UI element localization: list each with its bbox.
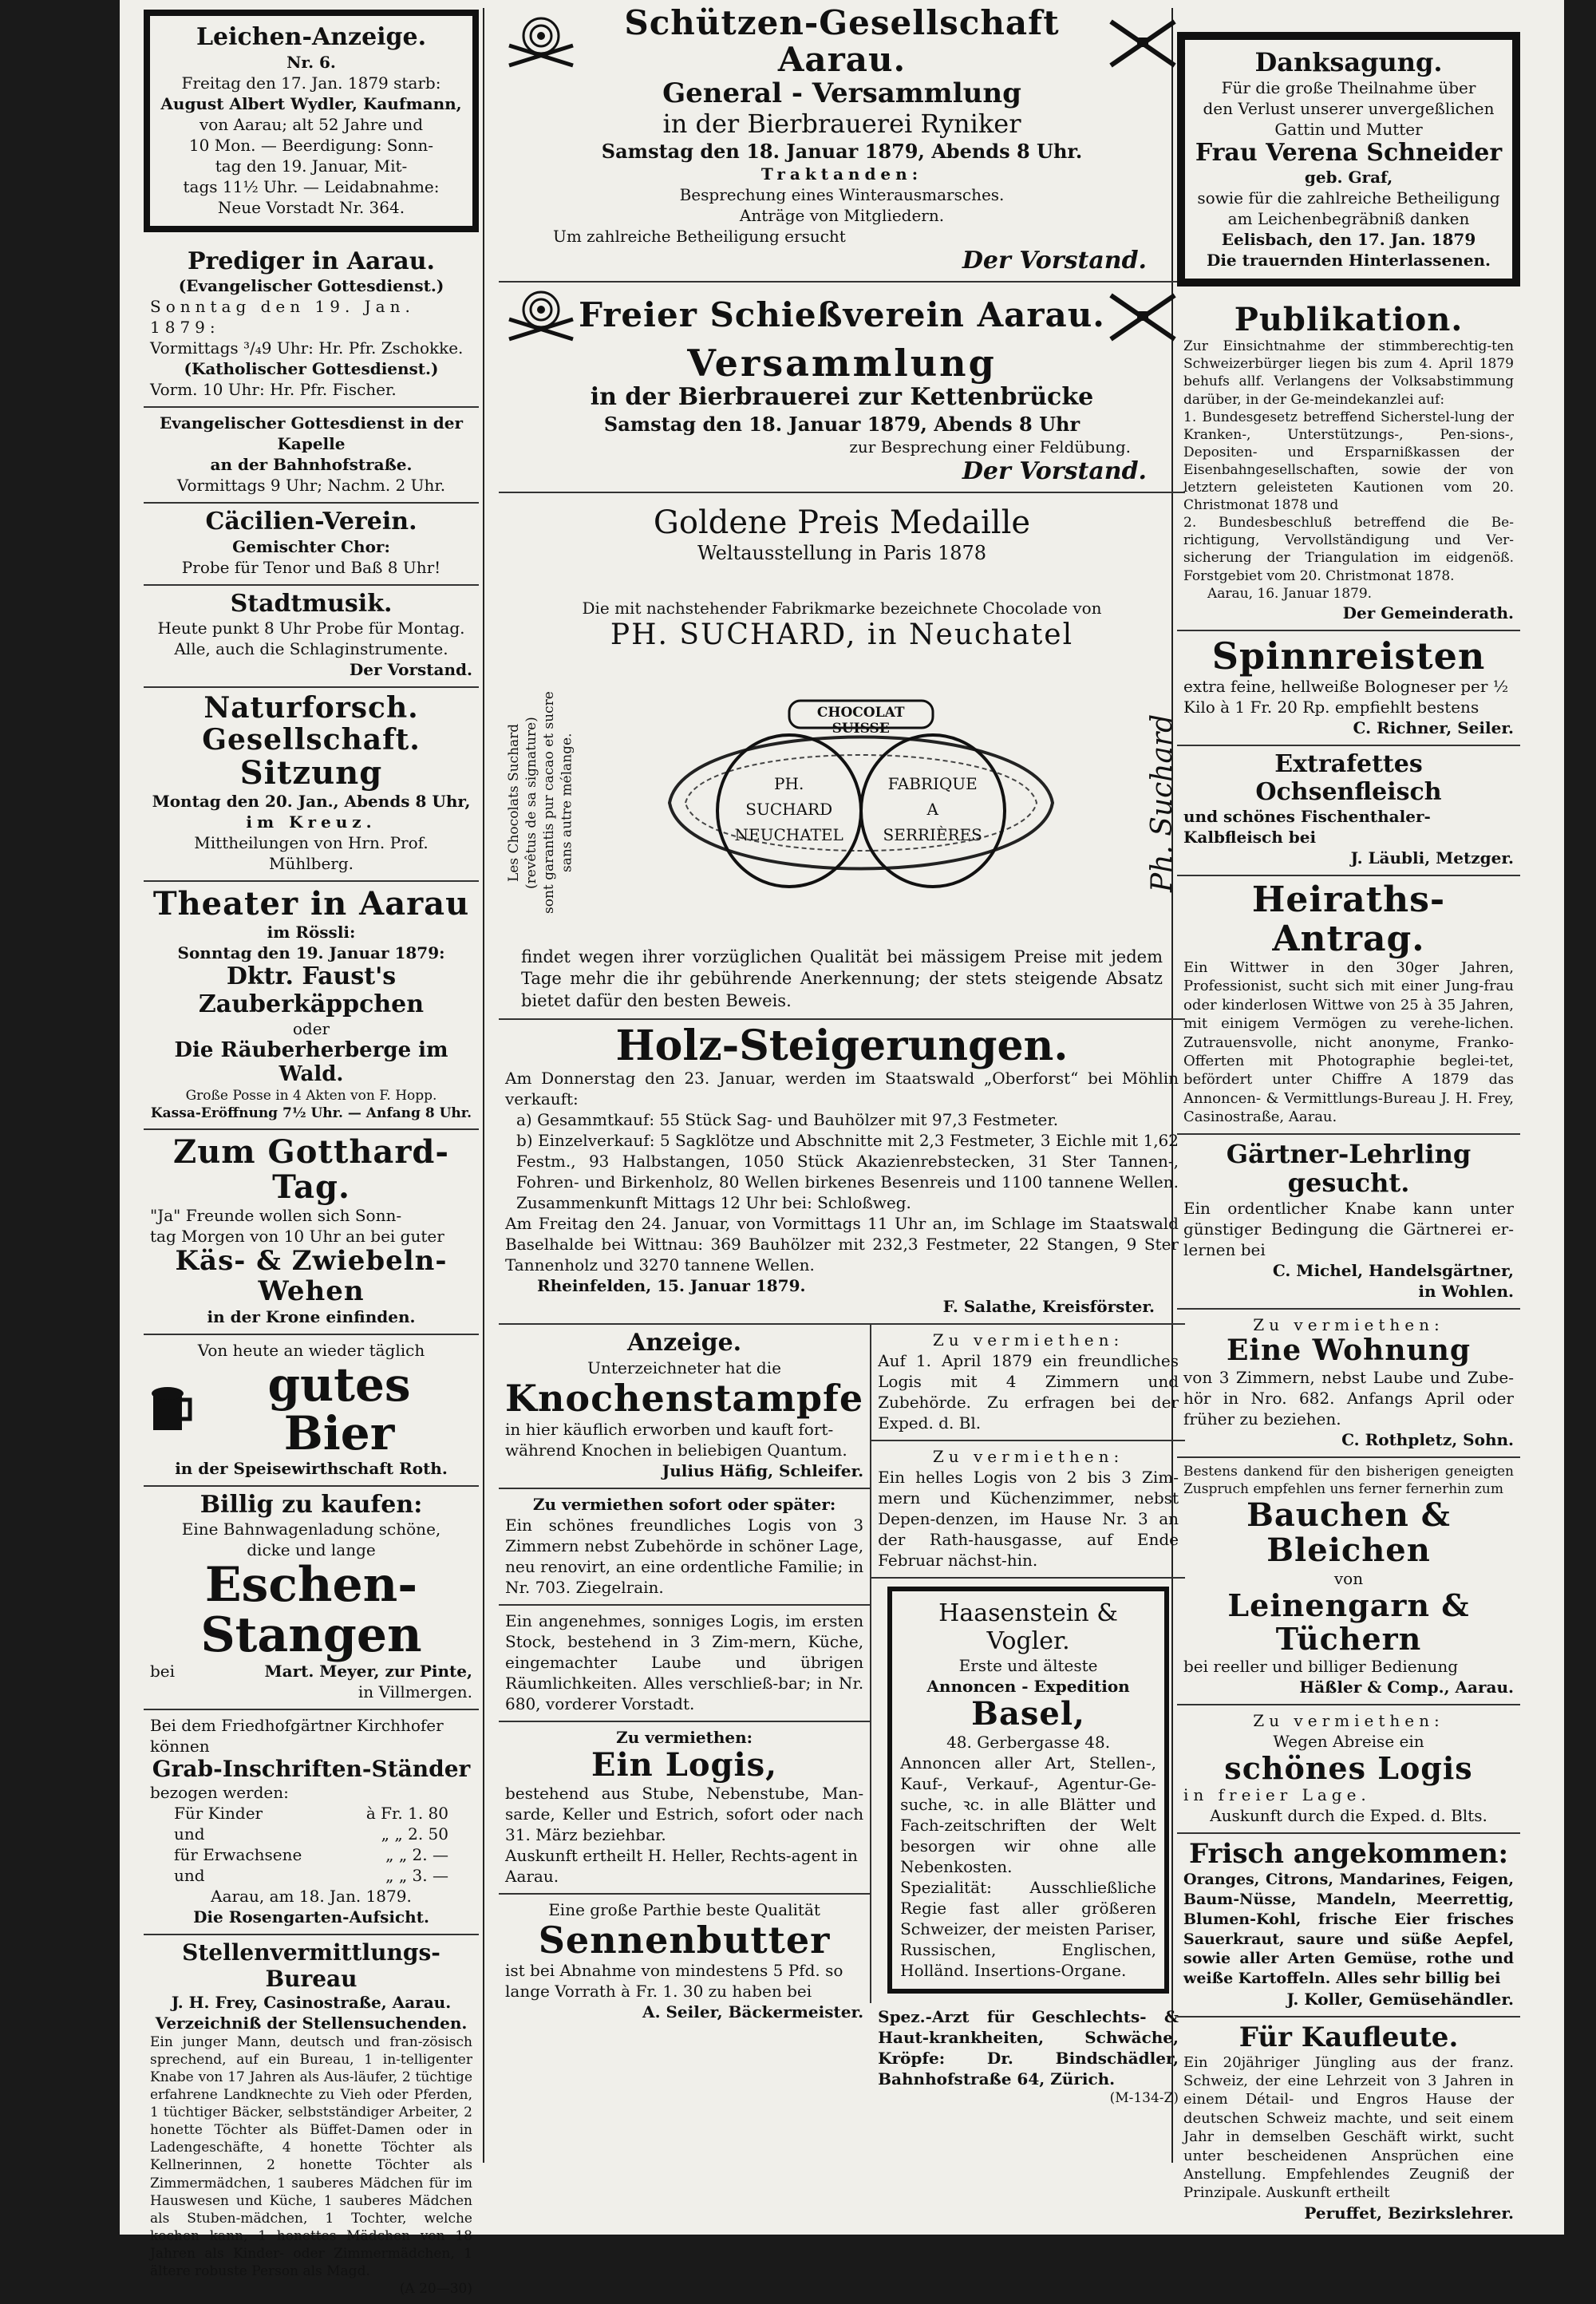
preacher-notice (144, 243, 479, 409)
bauchen-sign: Häßler & Comp., Aarau. (1299, 1677, 1514, 1697)
spinnreisten-text: extra feine, hellweiße Bologneser per ½ Kilo à 1 Fr. 20 Rp. empfiehlt bestens (1183, 677, 1509, 717)
einlogis-notice (499, 1722, 870, 1895)
schuetzen-title: Schützen-Gesellschaft Aarau. (624, 3, 1060, 80)
heirath-text: Ein Wittwer in den 30ger Jahren, Professionist, sucht sich mit einer Jung-frau oder kinderlosen Wittwe von 25 à 35 Jahren, mit einigem Vermögen zu verehe-lichen. Zutrauensvolle, nicht anonyme, Franko-Offerten mit Photographie beglei-tet, befördert unter Chiffre A 1879 das Annoncen- & Vermittlungs-Bureau J. H. Frey, Casinostraße, Aarau. (1183, 959, 1514, 1126)
preacher-line: Vorm. 10 Uhr: Hr. Pfr. Fischer. (150, 380, 397, 399)
anzeige-sub: Unterzeichneter hat die (587, 1358, 781, 1377)
beer-headline (150, 1357, 472, 1460)
spinnreisten-sign: C. Richner, Seiler. (1353, 718, 1514, 738)
stadtmusik-notice (144, 586, 479, 689)
kaufleute-text: Ein 20jähriger Jüngling aus der franz. Schweiz, der eine Lehrzeit von 3 Jahren in einem Détail- und Engros Hause der deutschen Schweiz machte, und seit einem Jahr in demselben Geschäft wirkt, sucht unter bescheidenen Ansprüchen eine Anstellung. Empfehlendes Zeugniß der Prinzipale. Auskunft ertheilt (1183, 2053, 1514, 2202)
wohnung-title: Eine Wohnung (1226, 1334, 1472, 1368)
holz-text2: Am Freitag den 24. Januar, von Vormittags 11 Uhr an, im Schlage im Staatswald Baselhalde bei Wittnau: 369 Bauhölzer mit 232,3 Festmeter, 22 Stangen, 9 Ster Tannenholz und 3270 tannene Wellen. (505, 1214, 1179, 1275)
death-line: von Aarau; alt 52 Jahre und (199, 114, 424, 134)
thanks-geb: geb. Graf, (1304, 168, 1393, 188)
right-column (1177, 0, 1520, 2230)
holz-sign: F. Salathe, Kreisförster. (942, 1297, 1155, 1317)
haasenstein-city: Basel, (971, 1695, 1085, 1733)
middle-split-left (499, 1325, 871, 2022)
holz-b: b) Einzelverkauf: 5 Sagklötze und Abschnitte mit 2,3 Festmeter, 3 Eichle mit 1,62 Festm., 93 Halbstangen, 1050 Stück Akazienrebstecken, 31 Ster Tannen-, Fohren- und Birkenholz, 80 Wellen birkenes Besenreis und 1100 tannene Wellen. Zusammenkunft Mittags 12 Uhr bei: Schloßweg. (516, 1131, 1179, 1213)
suchard-side-line: sont garantis pur cacao et sucre (541, 691, 558, 915)
einlogis-title: Ein Logis, (591, 1745, 778, 1784)
butter-sign: A. Seiler, Bäckermeister. (642, 2002, 864, 2022)
logis-pre: Zu vermiethen: (1253, 1710, 1444, 1730)
chapel-service (144, 408, 479, 504)
death-line: Freitag den 17. Jan. 1879 starb: (181, 73, 441, 93)
grave-sign: Die Rosengarten-Aufsicht. (193, 1907, 429, 1927)
preacher-line: (Evangelischer Gottesdienst.) (178, 276, 444, 295)
grave-price-label: und (174, 1824, 205, 1844)
theater-sub: im Rössli: (267, 923, 356, 943)
suchard-side-line: sans autre mélange. (559, 733, 575, 873)
schiessverein-l2: in der Bierbrauerei zur Kettenbrücke (590, 383, 1094, 412)
gotthard-big: Käs- & Zwiebeln-Wehen (175, 1245, 448, 1307)
thanks-line: Gattin und Mutter (1274, 119, 1423, 139)
middle-column (499, 0, 1185, 2107)
frisch-notice (1177, 1834, 1520, 2017)
grave-pre2: können (150, 1737, 210, 1757)
gotthard-notice (144, 1130, 479, 1335)
butter-title: Sennenbutter (538, 1918, 831, 1962)
grave-bez: bezogen werden: (150, 1783, 289, 1803)
anzeige-text: in hier käuflich erworben und kauft fort-während Knochen in beliebigen Quantum. (505, 1419, 847, 1460)
left-column (144, 0, 479, 2304)
logis-pre2: Wegen Abreise ein (1273, 1731, 1424, 1751)
theater-date: Sonntag den 19. Januar 1879: (177, 943, 445, 963)
wohnung-text: von 3 Zimmern, nebst Laube und Zube-hör in Nro. 682. Anfangs April oder früher zu beziehen. (1183, 1367, 1514, 1429)
beer-title: gutes Bier (267, 1357, 411, 1460)
frisch-text: Oranges, Citrons, Mandarines, Feigen, Baum-Nüsse, Mandeln, Meerrettig, Blumen-Kohl, frische Eier frisches Sauerkraut, saure und süße Aepfel, sowie aller Arten Gemüse, rothe und weiße Kartoffeln. Alles sehr billig bei (1183, 1871, 1514, 1987)
billig-big: Eschen-Stangen (200, 1557, 422, 1664)
bauchen-text: bei reeller und billiger Bedienung (1183, 1656, 1459, 1676)
bureau-title: Stellenvermittlungs-Bureau (182, 1939, 440, 1992)
gaertner-text: Ein ordentlicher Knabe kann unter günstiger Bedingung die Gärtnerei er-lernen bei (1183, 1199, 1514, 1260)
wohnung-notice (1177, 1310, 1520, 1458)
thanks-notice (1177, 32, 1520, 287)
holz-title: Holz-Steigerungen. (615, 1021, 1069, 1070)
stadtmusik-sign: Der Vorstand. (349, 660, 472, 679)
vermiethen2-pre: Zu vermiethen: (932, 1447, 1124, 1467)
thanks-sign: Die trauernden Hinterlassenen. (1206, 251, 1491, 271)
death-notice (144, 10, 479, 232)
preacher-line: Sonntag den 19. Jan. 1879: (150, 297, 415, 337)
beer-notice (144, 1335, 479, 1487)
haasenstein-addr: 48. Gerbergasse 48. (946, 1733, 1111, 1753)
caecilien-line: Probe für Tenor und Baß 8 Uhr! (181, 557, 441, 577)
ochsenfleisch-notice (1177, 746, 1520, 876)
beer-pre: Von heute an wieder täglich (197, 1340, 425, 1360)
newspaper-page (120, 0, 1564, 2298)
schiessverein-l3: Samstag den 18. Januar 1879, Abends 8 Uhr (603, 412, 1080, 436)
schuetzen-trakt: Traktanden: (760, 164, 923, 184)
emblem-top-text: CHOCOLAT SUISSE (816, 704, 905, 737)
preacher-line: Vormittags ³/₄9 Uhr: Hr. Pfr. Zschokke. (150, 338, 464, 358)
kaufleute-notice (1177, 2017, 1520, 2230)
theater-play: Dktr. Faust's Zauberkäppchen (198, 962, 425, 1018)
schuetzen-ersucht: Um zahlreiche Betheiligung ersucht (553, 227, 846, 247)
theater-oder: oder (292, 1019, 330, 1039)
crossed-rifles-icon (1107, 287, 1179, 343)
suchard-side-text (505, 671, 575, 935)
suchard-ad (499, 493, 1185, 1020)
bauchen-title: Bauchen & Bleichen (1246, 1496, 1451, 1569)
sofort-notice (499, 1489, 870, 1606)
suchard-sub: Weltausstellung in Paris 1878 (697, 541, 987, 564)
haasenstein-text2: Spezialität: Ausschließliche Regie fast aller größeren Schweizer, der meisten Pariser, Russischen, Englischen, Holländ. Insertions-Organe. (900, 1878, 1156, 1981)
grave-pre: Bei dem Friedhofgärtner Kirchhofer (150, 1716, 444, 1736)
spez-code: (M-134-Z) (1109, 2090, 1179, 2107)
heirath-notice (1177, 876, 1520, 1134)
bureau-addr: J. H. Frey, Casinostraße, Aarau. (171, 1992, 452, 2012)
death-line: August Albert Wydler, Kaufmann, (160, 93, 462, 113)
theater-title: Theater in Aarau (152, 885, 470, 923)
thanks-line2: am Leichenbegräbniß danken (1227, 209, 1470, 229)
beer-mug-icon (150, 1385, 195, 1433)
bureau-code: (A 20—30) (399, 2281, 472, 2298)
suchard-pre: Die mit nachstehender Fabrikmarke bezeichnete Chocolade von (582, 598, 1102, 618)
schuetzen-l2: in der Bierbrauerei Ryniker (662, 109, 1021, 140)
target-rifles-icon (505, 287, 577, 343)
schuetzen-item: Anträge von Mitgliedern. (739, 206, 945, 226)
thanks-name: Frau Verena Schneider (1195, 138, 1503, 167)
emblem-right-line: SERRIÈRES (883, 824, 982, 844)
schuetzen-l3: Samstag den 18. Januar 1879, Abends 8 Uhr. (601, 140, 1083, 164)
haasenstein-title: Haasenstein & Vogler. (938, 1599, 1118, 1656)
death-line: tags 11½ Uhr. — Leidabnahme: (183, 176, 440, 196)
death-notice-number: Nr. 6. (286, 52, 336, 72)
emblem-right-text (873, 771, 993, 848)
schiessverein-sign: Der Vorstand. (962, 456, 1147, 485)
haasenstein-ad (887, 1587, 1169, 1994)
preacher-line: (Katholischer Gottesdienst.) (184, 359, 439, 378)
grave-price-label: Für Kinder (174, 1804, 263, 1824)
billig-line: Eine Bahnwagenladung schöne, (181, 1520, 441, 1539)
bauchen-notice (1177, 1458, 1520, 1705)
butter-text: ist bei Abnahme von mindestens 5 Pfd. so lange Vorrath à Fr. 1. 30 zu haben bei (505, 1961, 843, 2002)
gotthard-title: Zum Gotthard-Tag. (173, 1133, 449, 1207)
heirath-title: Heiraths-Antrag. (1251, 879, 1446, 959)
theater-line: Große Posse in 4 Akten von F. Hopp. (185, 1087, 437, 1104)
publikation-date: Aarau, 16. Januar 1879. (1207, 585, 1373, 602)
ochsenfleisch-text: und schönes Fischenthaler-Kalbfleisch bei (1183, 807, 1431, 848)
grave-price-value: „ „ 2. 50 (381, 1824, 448, 1844)
emblem-right-line: A (926, 799, 938, 819)
holz-a: a) Gesammtkauf: 55 Stück Sag- und Bauhölzer mit 97,3 Festmeter. (516, 1110, 1059, 1130)
grave-price-value: „ „ 2. — (385, 1845, 448, 1865)
crossed-rifles-icon (1107, 14, 1179, 69)
haasenstein-sub1: Erste und älteste (958, 1656, 1098, 1676)
caecilien-title: Cäcilien-Verein. (205, 508, 417, 535)
death-notice-title: Leichen-Anzeige. (196, 23, 427, 51)
sofort-title: Zu vermiethen sofort oder später: (532, 1494, 836, 1514)
stadtmusik-line: Heute punkt 8 Uhr Probe für Montag. (157, 618, 465, 638)
publikation-item: 1. Bundesgesetz betreffend Sicherstel-lung der Kranken-, Unterstützungs-, Pen-sions-, Depositen- und Ersparnißkassen der Eisenbahngesellschaften, sowie der von letztern geleisteten Kautionen vom 20. Christmonat 1878 und (1183, 409, 1514, 514)
billig-bei: bei (150, 1662, 176, 1682)
bureau-sub: Verzeichniß der Stellensuchenden. (155, 2013, 468, 2033)
schiessverein-notice (499, 283, 1185, 492)
suchard-text: findet wegen ihrer vorzüglichen Qualität bei mässigem Preise mit jedem Tage mehr die ihr gebührende Anerkennung; der stets steigende Absatz bietet dafür den besten Beweis. (521, 946, 1163, 1010)
gaertner-sign: in Wohlen. (1418, 1282, 1514, 1302)
bauchen-title2: Leinengarn & Tüchern (1227, 1587, 1470, 1657)
bureau-text: Ein junger Mann, deutsch und fran-zösisch sprechend, auf ein Bureau, 1 in-telligenter Knabe von 17 Jahren als Aus-läufer, 2 tüchtige erfahrene Landknechte zu Vieh oder Pferden, 1 tüchtiger Bäcker, selbstständiger Arbeiter, 2 honette Töchter als Büffet-Damen oder in Ladengeschäfte, 4 honette Töchter als Kellnerinnen, 2 honette Töchter als Zimmermädchen, 1 sauberes Mädchen für im Hauswesen und Küche, 1 sauberes Mädchen als Stuben-mädchen, 1 Tochter, welche kochen kann, 1 honettes Mädchen von 18 Jahren als Kinder- oder Zimmermädchen, 1 ältere robuste Person als Magd. (150, 2033, 472, 2279)
schoenes-logis-notice (1177, 1705, 1520, 1835)
grave-price-value: „ „ 3. — (385, 1866, 448, 1886)
suchard-name: PH. SUCHARD, in Neuchatel (610, 618, 1074, 651)
frisch-sign: J. Koller, Gemüsehändler. (1286, 1989, 1514, 2009)
stadtmusik-title: Stadtmusik. (230, 589, 393, 618)
haasenstein-text: Annoncen aller Art, Stellen-, Kauf-, Verkauf-, Agentur-Ge-suche, ꝛc. in alle Blätter und Fach-zeitschriften der Welt besorgen wir ohne alle Nebenkosten. (900, 1753, 1156, 1877)
butter-notice (499, 1895, 870, 2029)
angenehm-text: Ein angenehmes, sonniges Logis, im ersten Stock, bestehend in 3 Zim-mern, Küche, eingemachter Laube und übrigen Räumlichkeiten. Alles verschließ-bar; in Nr. 680, vorderer Vorstadt. (505, 1610, 864, 1713)
suchard-side-line: Les Chocolats Suchard (506, 723, 522, 883)
publikation-title: Publikation. (1234, 301, 1464, 339)
thanks-line: den Verlust unserer unvergeßlichen (1203, 98, 1495, 118)
target-rifles-icon (505, 14, 577, 69)
vermiethen1-text: Auf 1. April 1879 ein freundliches Logis mit 4 Zimmern und Zubehörde. Zu erfragen bei der Exped. d. Bl. (878, 1351, 1179, 1433)
logis-text2: Auskunft durch die Exped. d. Blts. (1210, 1806, 1487, 1826)
grave-notice (144, 1710, 479, 1935)
emblem-right-line: FABRIQUE (887, 773, 978, 793)
holz-text1: Am Donnerstag den 23. Januar, werden im Staatswald „Oberforst“ bei Möhlin verkauft: (505, 1069, 1179, 1109)
employment-bureau (144, 1935, 479, 2304)
spinnreisten-notice (1177, 631, 1520, 747)
einlogis-text2: Auskunft ertheilt H. Heller, Rechts-agent in Aarau. (505, 1845, 858, 1886)
suchard-title: Goldene Preis Medaille (653, 504, 1031, 541)
bauchen-pre: Bestens dankend für den bisherigen geneigten Zuspruch empfehlen uns ferner fernerhin zum (1183, 1463, 1514, 1497)
kaufleute-title: Für Kaufleute. (1238, 2021, 1459, 2053)
ochsenfleisch-sign: J. Läubli, Metzger. (1350, 848, 1514, 868)
bauchen-von: von (1333, 1568, 1364, 1588)
publikation-text: Zur Einsichtnahme der stimmberechtig-ten Schweizerbürger liegen bis zum 4. April 1879 behufs allf. Verlangens der Volksabstimmung darüber, in der Ge-meindekanzlei auf: (1183, 338, 1514, 408)
thanks-line: Für die große Theilnahme über (1221, 77, 1476, 97)
gaertner-title: Gärtner-Lehrling gesucht. (1226, 1138, 1472, 1199)
grave-date: Aarau, am 18. Jan. 1879. (211, 1887, 412, 1907)
billig-title: Billig zu kaufen: (200, 1490, 423, 1519)
gotthard-line: "Ja" Freunde wollen sich Sonn- (150, 1206, 402, 1226)
holz-date: Rheinfelden, 15. Januar 1879. (537, 1276, 806, 1296)
suchard-emblem (654, 683, 1069, 923)
grave-title: Grab-Inschriften-Ständer (152, 1756, 471, 1783)
anzeige-big: Knochenstampfe (505, 1376, 864, 1420)
billig-line: dicke und lange (247, 1540, 376, 1560)
emblem-left-text (729, 771, 849, 848)
emblem-left-line: NEUCHATEL (734, 824, 843, 844)
suchard-signature: Ph. Suchard (1146, 713, 1179, 892)
naturforsch-notice (144, 688, 479, 882)
theater-play2: Die Räuberherberge im Wald. (174, 1038, 448, 1087)
column-rule (483, 8, 484, 2163)
sofort-text: Ein schönes freundliches Logis von 3 Zimmern nebst Zubehörde in schöner Lage, neu renovirt, an eine ordentliche Familie; in Nr. 703. Ziegelrain. (505, 1515, 864, 1597)
gotthard-line: tag Morgen von 10 Uhr an bei guter (150, 1227, 444, 1247)
gaertner-notice (1177, 1135, 1520, 1310)
thanks-title: Danksagung. (1254, 47, 1443, 77)
schiessverein-l1: Versammlung (687, 342, 997, 385)
grave-price-value: à Fr. 1. 80 (365, 1804, 448, 1824)
vermiethen1-notice (871, 1325, 1185, 1441)
naturforsch-line: im Kreuz. (246, 812, 377, 832)
thanks-date: Eelisbach, den 17. Jan. 1879 (1221, 230, 1476, 250)
holz-notice (499, 1020, 1185, 1326)
wohnung-sign: C. Rothpletz, Sohn. (1341, 1429, 1514, 1449)
vermiethen2-notice (871, 1441, 1185, 1579)
billig-sign: Mart. Meyer, zur Pinte, (264, 1662, 472, 1682)
publikation-sign: Der Gemeinderath. (1342, 603, 1514, 622)
schuetzen-item: Besprechung eines Winterausmarsches. (679, 185, 1005, 205)
naturforsch-line: Mittheilungen von Hrn. Prof. Mühlberg. (194, 833, 429, 874)
caecilien-notice (144, 504, 479, 586)
logis-title: schönes Logis (1224, 1749, 1473, 1786)
grave-price-label: und (174, 1866, 205, 1886)
emblem-left-line: SUCHARD (745, 799, 833, 819)
wohnung-pre: Zu vermiethen: (1253, 1315, 1444, 1335)
publikation-notice (1177, 298, 1520, 630)
vermiethen2-text: Ein helles Logis von 2 bis 3 Zim-mern und Küchenzimmer, nebst Depen-denzen, im Hause Nr. 3 an der Rath-hausgasse, auf Ende Februar nächst-hin. (878, 1468, 1179, 1571)
theater-notice (144, 882, 479, 1130)
spez-notice (871, 2002, 1185, 2113)
middle-split (499, 1325, 1185, 2107)
kaufleute-sign: Peruffet, Bezirkslehrer. (1304, 2203, 1514, 2223)
anzeige-title: Anzeige. (627, 1329, 742, 1358)
preacher-title: Prediger in Aarau. (187, 247, 435, 275)
haasenstein-sub2: Annoncen - Expedition (926, 1677, 1130, 1697)
beer-end: in der Speisewirthschaft Roth. (175, 1458, 448, 1478)
frisch-title: Frisch angekommen: (1188, 1838, 1508, 1871)
gotthard-end: in der Krone einfinden. (207, 1306, 416, 1326)
schiessverein-title: Freier Schießverein Aarau. (579, 295, 1105, 335)
angenehm-notice (499, 1606, 870, 1722)
schiessverein-l4: zur Besprechung einer Feldübung. (849, 437, 1131, 456)
anzeige-notice (499, 1325, 870, 1488)
spinnreisten-title: Spinnreisten (1211, 634, 1486, 678)
einlogis-pre: Zu vermiethen: (616, 1727, 753, 1747)
grave-price-label: für Erwachsene (174, 1845, 302, 1865)
thanks-line2: sowie für die zahlreiche Betheiligung (1197, 188, 1500, 208)
vermiethen1-pre: Zu vermiethen: (932, 1330, 1124, 1350)
chapel-line: Evangelischer Gottesdienst in der Kapelle (159, 413, 463, 453)
spez-text: Spez.-Arzt für Geschlechts- & Haut-krankheiten, Schwäche, Kröpfe: Dr. Bindschädler, Bahnhofstraße 64, Zürich. (878, 2007, 1179, 2089)
billig-notice (144, 1487, 479, 1711)
schuetzen-notice (499, 0, 1185, 283)
stadtmusik-line: Alle, auch die Schlaginstrumente. (174, 639, 448, 658)
chapel-line: an der Bahnhofstraße. (210, 455, 413, 474)
theater-line: Kassa-Eröffnung 7½ Uhr. — Anfang 8 Uhr. (150, 1105, 472, 1122)
middle-split-right (871, 1325, 1185, 2107)
gaertner-sign: C. Michel, Handelsgärtner, (1272, 1261, 1514, 1281)
butter-pre: Eine große Parthie beste Qualität (548, 1899, 820, 1919)
publikation-item: 2. Bundesbeschluß betreffend die Be-richtigung, Vervollständigung und Ver-sicherung der Triangulation im eidgenöß. Forstgebiet vom 20. Christmonat 1878. (1183, 515, 1514, 584)
billig-sign: in Villmergen. (358, 1682, 472, 1702)
schuetzen-sign: Der Vorstand. (962, 247, 1147, 275)
naturforsch-sub: Sitzung (239, 754, 383, 792)
emblem-left-line: PH. (774, 773, 804, 793)
naturforsch-title: Naturforsch. Gesellschaft. (202, 691, 421, 757)
caecilien-sub: Gemischter Chor: (232, 536, 390, 556)
death-line: Neue Vorstadt Nr. 364. (217, 197, 405, 217)
logis-text: in freier Lage. (1183, 1785, 1371, 1805)
death-line: 10 Mon. — Beerdigung: Sonn- (188, 135, 434, 155)
schuetzen-l1: General - Versammlung (662, 77, 1021, 110)
suchard-side-line: (revêtus de sa signature) (523, 717, 540, 889)
death-line: tag den 19. Januar, Mit- (215, 156, 408, 176)
naturforsch-line: Montag den 20. Jan., Abends 8 Uhr, (152, 792, 471, 812)
einlogis-text: bestehend aus Stube, Nebenstube, Man-sarde, Keller und Estrich, sofort oder nach 31. März beziehbar. (505, 1783, 864, 1844)
ochsenfleisch-title: Extrafettes Ochsenfleisch (1255, 750, 1442, 806)
anzeige-sign: Julius Häfig, Schleifer. (662, 1460, 864, 1480)
chapel-line: Vormittags 9 Uhr; Nachm. 2 Uhr. (176, 476, 446, 495)
